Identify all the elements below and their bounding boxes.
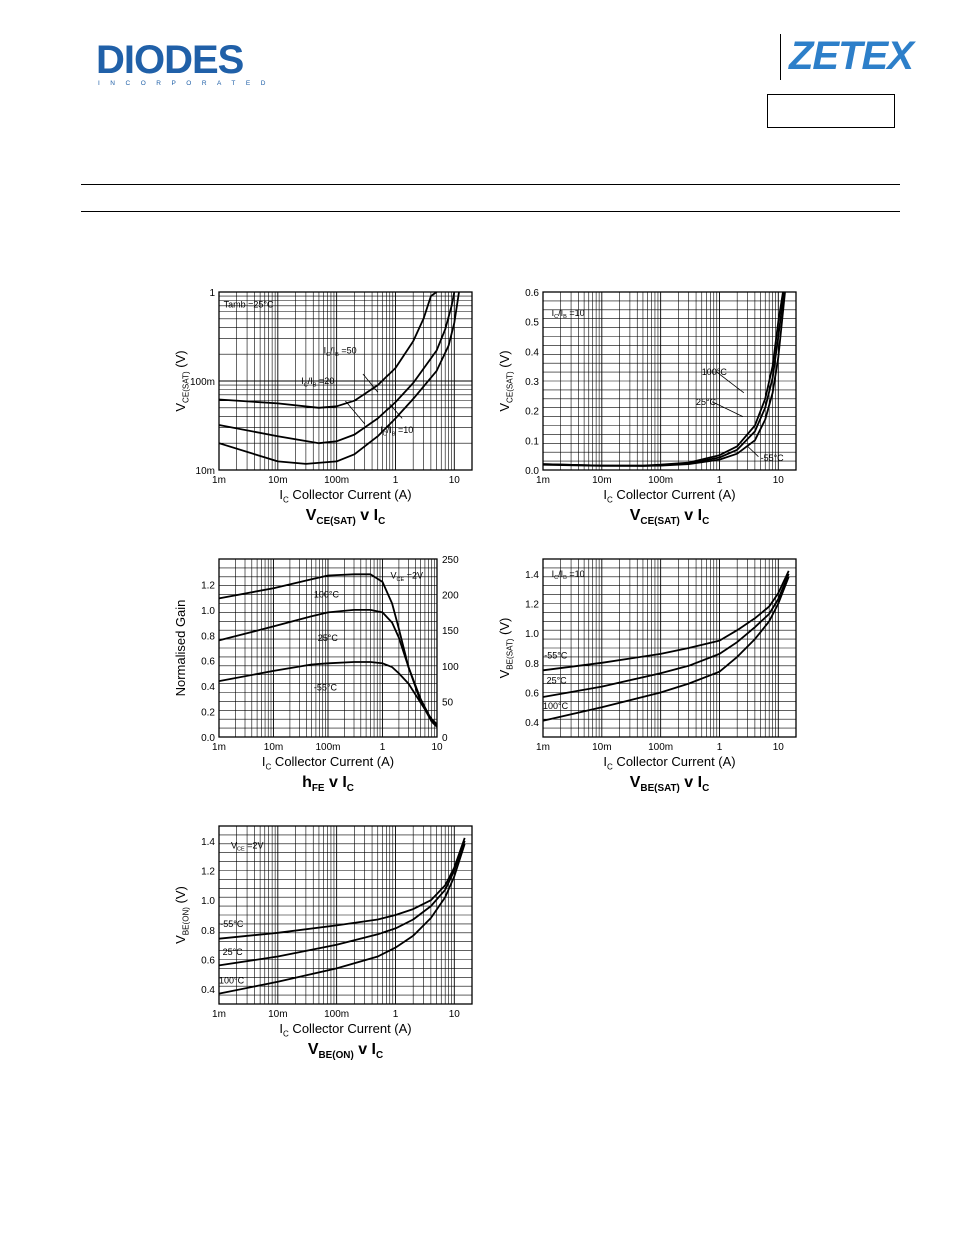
y2-tick-label: 50	[442, 697, 454, 709]
y2-tick-label: 150	[442, 626, 459, 638]
y-tick-label: 0.6	[201, 955, 215, 967]
y-tick-label: 0.6	[525, 688, 539, 700]
x-axis-label: $I_C$ Collector Current (A)	[279, 1021, 412, 1039]
y-tick-label: 0.1	[525, 436, 539, 448]
y-tick-label: 1.2	[201, 580, 215, 592]
annotation-label: Tamb =25°C	[223, 299, 274, 310]
x-axis-label: $I_C$ Collector Current (A)	[603, 754, 736, 772]
y2-tick-label: 0	[442, 733, 448, 744]
annotation-label: 100°C	[313, 589, 339, 600]
x-axis-label: $I_C$ Collector Current (A)	[279, 487, 412, 505]
y-axis-label: $V_{CE(SAT)}$ (V)	[173, 350, 191, 412]
annotation-label: -55°C	[544, 650, 568, 661]
y-tick-label: 0.5	[525, 317, 539, 329]
y-tick-label: 0.6	[525, 288, 539, 299]
series-line-100c	[219, 844, 465, 994]
x-tick-label: 10m	[592, 742, 612, 753]
x-tick-label: 100m	[648, 742, 674, 753]
y-tick-label: 0.8	[201, 631, 215, 643]
y2-tick-label: 100	[442, 661, 459, 673]
diodes-logo-subtext: INCORPORATED	[98, 80, 276, 87]
y-tick-label: 0.8	[201, 925, 215, 937]
y-tick-label: 1	[209, 288, 215, 299]
x-tick-label: 100m	[648, 475, 674, 486]
x-tick-label: 1m	[536, 742, 550, 753]
annotation-label: $V_{CE} =2V$	[390, 570, 423, 583]
annotation-label: -55°C	[313, 682, 337, 693]
x-tick-label: 1	[392, 1009, 399, 1020]
x-tick-label: 10m	[592, 475, 612, 486]
y-tick-label: 0.6	[201, 656, 215, 668]
annotation-label: $I_C/I_B =10$	[551, 307, 585, 321]
x-tick-label: 1	[392, 475, 399, 486]
y-tick-label: 0.0	[525, 466, 539, 477]
x-tick-label: 10	[448, 1009, 460, 1020]
y-tick-label: 1.2	[525, 599, 539, 611]
annotation-label: 25°C	[317, 632, 338, 643]
x-tick-label: 10	[772, 475, 784, 486]
annotation-label: 25°C	[222, 947, 243, 958]
x-tick-label: 1m	[212, 1009, 226, 1020]
annotation-label: $I_C/I_B =10$	[380, 425, 414, 438]
x-tick-label: 10m	[263, 742, 284, 753]
annotation-label: $I_C/I_B =50$	[323, 345, 357, 358]
chart-title: $V_{CE(SAT)}$ v $I_C$	[305, 507, 386, 527]
y-tick-label: 0.2	[525, 406, 539, 418]
chart-title: $V_{BE(SAT)}$ v $I_C$	[629, 774, 710, 794]
chart-title: $h_{FE}$ v $I_C$	[302, 774, 354, 794]
y-tick-label: 0.2	[201, 707, 215, 719]
chart-title: $V_{CE(SAT)}$ v $I_C$	[629, 507, 710, 527]
y-tick-label: 1.2	[201, 866, 215, 878]
y-tick-label: 0.4	[525, 347, 539, 359]
y-tick-label: 0.8	[525, 658, 539, 670]
x-tick-label: 10m	[268, 475, 288, 486]
y-axis-label: Normalised Gain	[173, 599, 188, 697]
y-axis-label: $V_{BE(ON)}$ (V)	[173, 886, 191, 944]
x-tick-label: 1	[716, 742, 723, 753]
y-axis-label: $V_{BE(SAT)}$ (V)	[497, 617, 515, 679]
x-tick-label: 1	[716, 475, 723, 486]
x-tick-label: 1m	[212, 742, 226, 753]
annotation-label: 25°C	[696, 396, 717, 407]
y-tick-label: 1.4	[525, 569, 539, 581]
annotation-label: 100°C	[219, 975, 245, 986]
y-tick-label: 1.0	[525, 629, 539, 641]
y2-tick-label: 200	[442, 590, 459, 602]
x-tick-label: 100m	[324, 1009, 350, 1020]
annotation-label: 100°C	[543, 700, 569, 711]
y-tick-label: 1.0	[201, 605, 215, 617]
x-tick-label: 10	[448, 475, 460, 486]
x-axis-label: $I_C$ Collector Current (A)	[603, 487, 736, 505]
y2-tick-label: 250	[442, 555, 459, 566]
y-tick-label: 0.4	[201, 682, 215, 694]
annotation-label: -55°C	[220, 918, 244, 929]
x-tick-label: 100m	[324, 475, 350, 486]
y-tick-label: 0.0	[201, 733, 215, 744]
x-tick-label: 1m	[536, 475, 550, 486]
x-tick-label: 1	[379, 742, 386, 753]
y-axis-label: $V_{CE(SAT)}$ (V)	[497, 350, 515, 412]
annotation-label: -55°C	[760, 453, 784, 464]
x-tick-label: 100m	[315, 742, 341, 753]
y-tick-label: 10m	[195, 466, 215, 477]
y-tick-label: 0.4	[201, 985, 215, 997]
y-tick-label: 0.3	[525, 377, 539, 388]
x-tick-label: 10	[772, 742, 784, 753]
y-tick-label: 1.4	[201, 836, 215, 848]
annotation-label: 25°C	[546, 675, 567, 686]
annotation-label: 100°C	[701, 367, 727, 378]
annotation-label: $I_C/I_B =20$	[301, 376, 335, 389]
y-tick-label: 100m	[189, 377, 215, 388]
series-line-25c	[219, 841, 465, 966]
x-tick-label: 1m	[212, 475, 226, 486]
x-axis-label: $I_C$ Collector Current (A)	[261, 754, 395, 772]
annotation-label: $V_{CE} =2V$	[231, 840, 264, 853]
y-tick-label: 0.4	[525, 718, 539, 730]
zetex-logo-text: ZETEX	[789, 34, 913, 78]
x-tick-label: 10m	[268, 1009, 288, 1020]
chart-title: $V_{BE(ON)}$ v $I_C$	[307, 1041, 384, 1061]
x-tick-label: 10	[431, 742, 443, 753]
annotation-label: $I_C/I_B =10$	[551, 568, 585, 582]
diodes-logo-text: DIODES	[96, 38, 244, 82]
y-tick-label: 1.0	[201, 896, 215, 908]
